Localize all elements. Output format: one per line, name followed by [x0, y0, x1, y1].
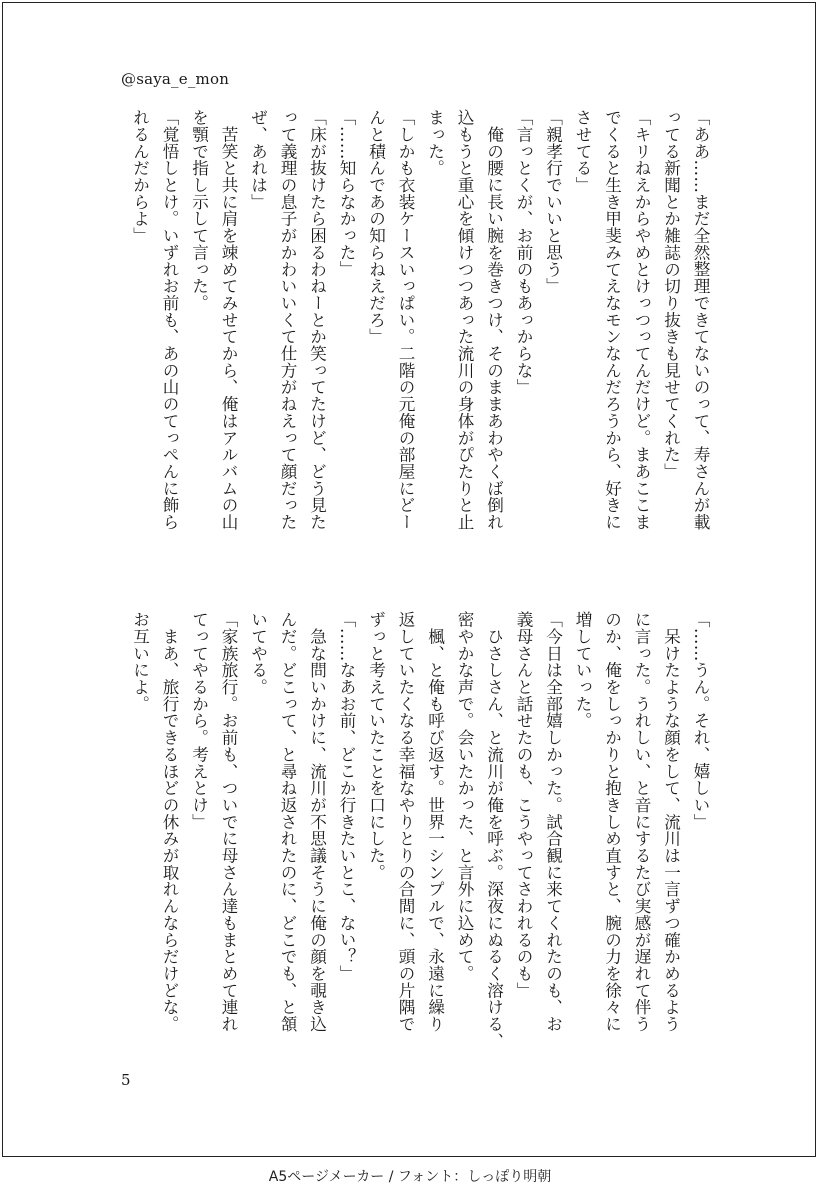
text-line: 「親孝行でいいと思う」 — [543, 109, 563, 295]
text-line: のか、俺をしっかりと抱きしめ直すと、腕の力を徐々に — [602, 611, 622, 1033]
text-line: 「言っとくが、お前のもあっからな」 — [514, 109, 533, 396]
text-line: 「……うん。それ、嬉しい」 — [691, 611, 710, 831]
text-line: 「床が抜けたら困るわねーとか笑ってたけど、どう見た — [307, 109, 327, 531]
text-line: 密やかな声で。会いたかった、と言外に込めて。 — [455, 611, 474, 982]
author-handle: @saya_e_mon — [121, 70, 230, 88]
text-line: でくると生き甲斐みてえなモンなんだろうから、好きに — [602, 109, 622, 531]
text-line: 「しかも衣装ケースいっぱい。二階の元俺の部屋にどー — [396, 109, 415, 531]
text-line: って義理の息子がかわいいくて仕方がねえって顔だった — [278, 109, 297, 531]
text-line: ひさしさん、と流川が俺を呼ぶ。深夜にぬるく溶ける、 — [484, 611, 504, 1050]
page-frame — [2, 2, 816, 1157]
page-number: 5 — [121, 1071, 131, 1089]
text-line: 「……知らなかった」 — [337, 109, 356, 278]
text-line: 「今日は全部嬉しかった。試合観に来てくれたのも、お — [543, 611, 563, 1033]
text-line: 呆けたような顔をして、流川は一言ずつ確かめるよう — [661, 611, 681, 1033]
text-line: 「……なあお前、どこか行きたいとこ、ない？」 — [337, 611, 356, 982]
text-line: 俺の腰に長い腕を巻きつけ、そのままあわやくば倒れ — [484, 109, 504, 531]
text-line: れるんだからよ」 — [130, 109, 150, 244]
text-line: ぜ、あれは」 — [248, 109, 268, 211]
text-line: んと積んであの知らねえだろ」 — [366, 109, 386, 345]
text-line: お互いによ。 — [130, 611, 150, 713]
text-line: いてやる。 — [248, 611, 268, 696]
text-line: んだ。どこって、と尋ね返されたのに、どこでも、と頷 — [278, 611, 297, 1033]
text-line: 「覚悟しとけ。いずれお前も、あの山のてっぺんに飾ら — [160, 109, 179, 531]
text-line: に言った。うれしい、と音にするたび実感が遅れて伴う — [632, 611, 651, 1033]
text-line: を顎で指し示して言った。 — [189, 109, 209, 312]
text-line: 苦笑と共に肩を竦めてみせてから、俺はアルバムの山 — [219, 109, 238, 531]
text-line: 「キリねえからやめとけっつってんだけど。まあここま — [632, 109, 651, 531]
text-line: てってやるから。考えとけ」 — [189, 611, 209, 831]
text-line: まった。 — [425, 109, 445, 177]
text-line: ってる新聞とか雑誌の切り抜きも見せてくれた」 — [661, 109, 681, 480]
text-line: ずっと考えていたことを口にした。 — [366, 611, 386, 881]
text-line: 返していたくなる幸福なやりとりの合間に、頭の片隅で — [396, 611, 415, 1033]
text-line: 義母さんと話せたのも、こうやってさわれるのも」 — [514, 611, 533, 999]
text-line: 急な問いかけに、流川が不思議そうに俺の顔を覗き込 — [307, 611, 327, 1033]
text-line: 込もうと重心を傾けつつあった流川の身体がぴたりと止 — [455, 109, 474, 531]
text-line: 楓、と俺も呼び返す。世界一シンプルで、永遠に繰り — [425, 611, 445, 1033]
text-block-top — [125, 109, 715, 579]
footer-credit: A5ページメーカー / フォント：しっぽり明朝 — [268, 1169, 552, 1185]
text-line: 増していった。 — [573, 611, 592, 729]
text-line: させてる」 — [573, 109, 592, 194]
text-block-bottom — [125, 611, 715, 1081]
text-line: まあ、旅行できるほどの休みが取れんならだけどな。 — [160, 611, 179, 1033]
text-line: 「ああ……まだ全然整理できてないのって、寿さんが載 — [691, 109, 710, 531]
text-line: 「家族旅行。お前も、ついでに母さん達もまとめて連れ — [219, 611, 238, 1033]
